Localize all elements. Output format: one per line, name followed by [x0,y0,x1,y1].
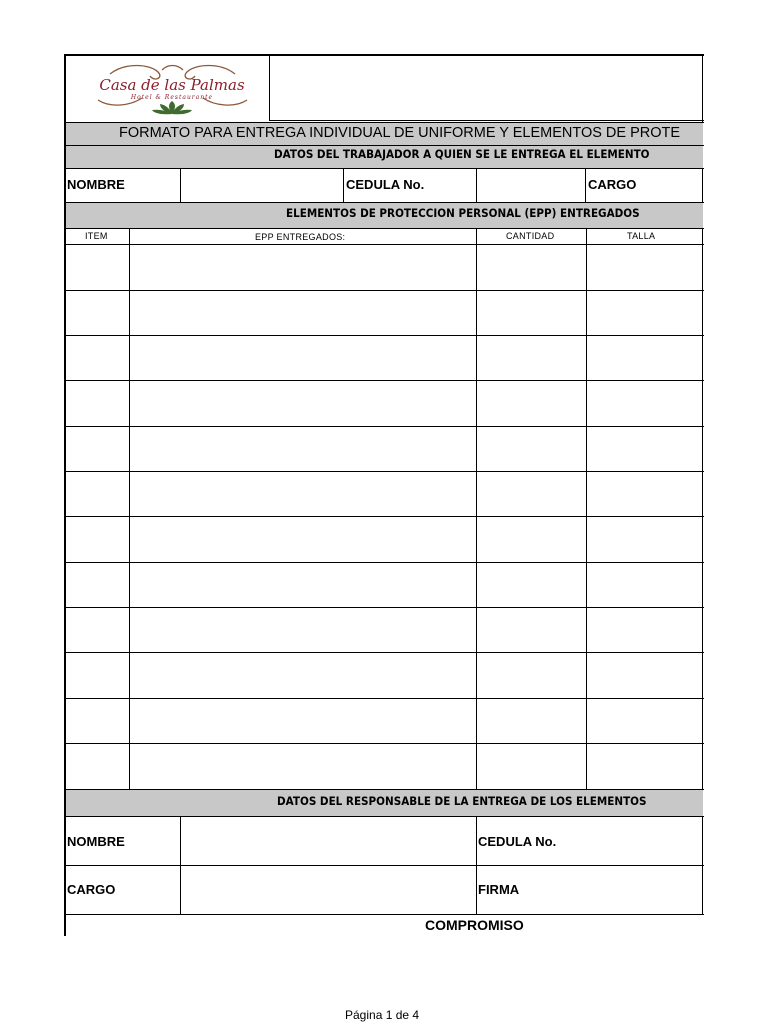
epp-row-description-cell[interactable] [130,427,476,471]
page-number: Página 1 de 4 [345,1008,420,1022]
epp-row-item-cell[interactable] [65,472,129,516]
responsible-section-heading: DATOS DEL RESPONSABLE DE LA ENTREGA DE LOS ELEMENTOS [277,795,647,808]
worker-nombre-field[interactable] [181,169,343,202]
epp-row-cantidad-cell[interactable] [477,381,586,426]
epp-row-description-cell[interactable] [130,653,476,698]
epp-row-cantidad-cell[interactable] [477,245,586,290]
epp-row-item-cell[interactable] [65,336,129,380]
epp-row-description-cell[interactable] [130,699,476,743]
epp-row-talla-cell[interactable] [587,653,702,698]
responsible-cargo-field[interactable] [181,866,476,914]
worker-nombre-label: NOMBRE [67,177,125,192]
svg-text:Casa de las Palmas: Casa de las Palmas [99,76,245,94]
epp-row-cantidad-cell[interactable] [477,563,586,607]
worker-cargo-field[interactable] [645,169,702,202]
column-header-item: ITEM [85,231,108,241]
epp-section-heading: ELEMENTOS DE PROTECCION PERSONAL (EPP) ENTREGADOS [286,207,640,220]
epp-row-cantidad-cell[interactable] [477,427,586,471]
epp-row-cantidad-cell[interactable] [477,699,586,743]
column-header-cantidad: CANTIDAD [506,231,555,241]
epp-row-item-cell[interactable] [65,699,129,743]
epp-row-talla-cell[interactable] [587,563,702,607]
responsible-cargo-label: CARGO [67,882,116,897]
responsible-nombre-field[interactable] [181,817,476,865]
epp-row-item-cell[interactable] [65,653,129,698]
worker-cargo-label: CARGO [588,177,637,192]
epp-row-talla-cell[interactable] [587,472,702,516]
epp-row-cantidad-cell[interactable] [477,291,586,335]
epp-row-item-cell[interactable] [65,427,129,471]
epp-row-talla-cell[interactable] [587,291,702,335]
epp-row-item-cell[interactable] [65,517,129,562]
epp-row-talla-cell[interactable] [587,744,702,789]
form-title: FORMATO PARA ENTREGA INDIVIDUAL DE UNIFORME Y ELEMENTOS DE PROTE [119,125,681,141]
epp-row-description-cell[interactable] [130,245,476,290]
epp-row-item-cell[interactable] [65,381,129,426]
epp-row-item-cell[interactable] [65,744,129,789]
epp-row-cantidad-cell[interactable] [477,744,586,789]
worker-section-heading: DATOS DEL TRABAJADOR A QUIEN SE LE ENTREGA EL ELEMENTO [274,148,650,161]
svg-text:Hotel & Restaurante: Hotel & Restaurante [130,94,214,101]
epp-row-description-cell[interactable] [130,563,476,607]
responsible-firma-label: FIRMA [478,882,520,897]
epp-row-cantidad-cell[interactable] [477,653,586,698]
epp-row-item-cell[interactable] [65,608,129,652]
epp-row-description-cell[interactable] [130,336,476,380]
epp-row-talla-cell[interactable] [587,608,702,652]
epp-row-cantidad-cell[interactable] [477,608,586,652]
epp-row-description-cell[interactable] [130,291,476,335]
epp-row-cantidad-cell[interactable] [477,336,586,380]
worker-cedula-field[interactable] [477,169,585,202]
responsible-firma-field[interactable] [530,866,702,914]
epp-row-item-cell[interactable] [65,563,129,607]
epp-row-description-cell[interactable] [130,744,476,789]
epp-row-item-cell[interactable] [65,291,129,335]
logo-swirls [80,58,265,118]
responsible-cedula-label: CEDULA No. [478,834,557,849]
epp-row-description-cell[interactable] [130,472,476,516]
epp-row-talla-cell[interactable] [587,336,702,380]
epp-row-description-cell[interactable] [130,381,476,426]
epp-row-item-cell[interactable] [65,245,129,290]
epp-row-cantidad-cell[interactable] [477,517,586,562]
responsible-cedula-field[interactable] [568,817,702,865]
epp-row-description-cell[interactable] [130,517,476,562]
epp-row-description-cell[interactable] [130,608,476,652]
column-header-epp: EPP ENTREGADOS: [255,232,346,242]
epp-row-cantidad-cell[interactable] [477,472,586,516]
responsible-nombre-label: NOMBRE [67,834,125,849]
compromiso-heading: COMPROMISO [425,917,524,933]
epp-row-talla-cell[interactable] [587,381,702,426]
epp-row-talla-cell[interactable] [587,427,702,471]
column-header-talla: TALLA [627,231,656,241]
epp-row-talla-cell[interactable] [587,245,702,290]
worker-cedula-label: CEDULA No. [346,177,425,192]
company-logo [80,58,265,118]
epp-row-talla-cell[interactable] [587,699,702,743]
epp-row-talla-cell[interactable] [587,517,702,562]
